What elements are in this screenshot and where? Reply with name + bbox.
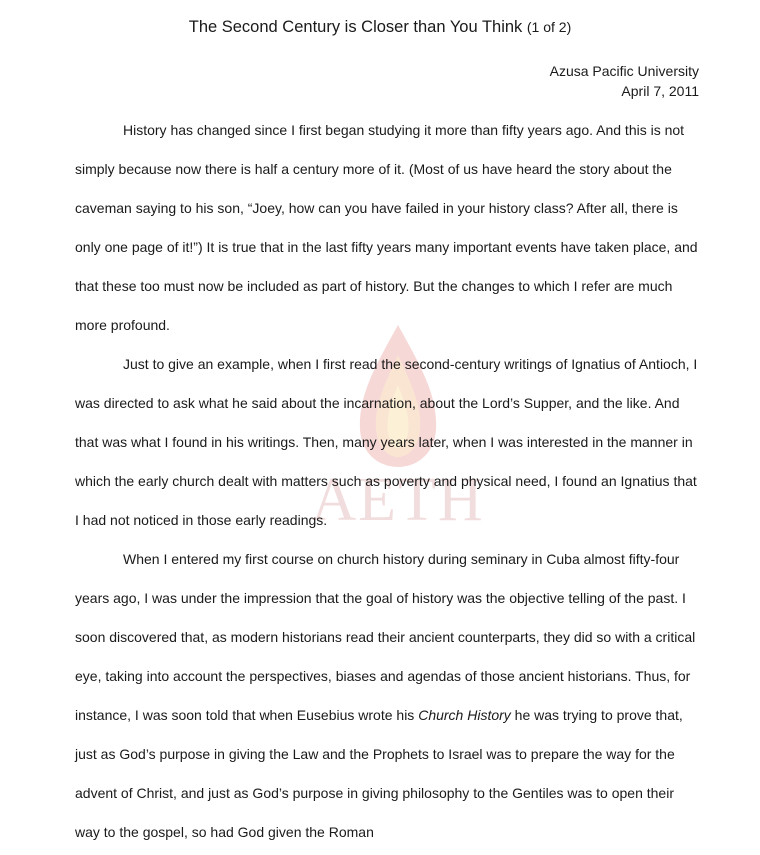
paragraph-1: History has changed since I first began studying it more than fifty years ago. And this is not simply because now there is half a century more of it. (Most of us have heard the story about the caveman saying to his son, “Joey, how can you have failed in your history class? After all, there is only one page of it!”) It is true that in the last fifty years many important events have taken place, and that these too must now be included as part of history. But the changes to which I refer are much more profound. <box>75 122 698 333</box>
watermark-text: AETH <box>311 466 485 534</box>
institution-name: Azusa Pacific University <box>549 63 699 79</box>
book-title-church-history: Church History <box>418 707 511 723</box>
paragraph-3-after: he was trying to prove that, just as God’s purpose in giving the Law and the Prophets to Israel was to prepare the way for the advent of Christ, and just as God’s purpose in giving philosophy to the Gentiles was to open their way to the gospel, so had God given the Roman <box>75 707 683 840</box>
document-title <box>0 15 760 39</box>
paragraph-3 <box>75 540 701 852</box>
lecture-date: April 7, 2011 <box>621 83 699 99</box>
affiliation-block <box>550 61 699 101</box>
paragraph-3-before: When I entered my first course on church history during seminary in Cuba almost fifty-four years ago, I was under the impression that the goal of history was the objective telling of the past. I soon discovered that, as modern historians read their ancient counterparts, they did so with a critical eye, taking into account the perspectives, biases and agendas of those ancient historians. Thus, for instance, I was soon told that when Eusebius wrote his <box>75 551 696 723</box>
body-text <box>75 111 701 852</box>
title-main: The Second Century is Closer than You Think <box>188 18 523 36</box>
paragraph-2: Just to give an example, when I first read the second-century writings of Ignatius of Antioch, I was directed to ask what he said about the incarnation, about the Lord’s Supper, and the like. And that was what I found in his writings. Then, many years later, when I was interested in the manner in which the early church dealt with matters such as poverty and physical need, I found an Ignatius that I had not noticed in those early readings. <box>75 356 698 528</box>
title-part-indicator: (1 of 2) <box>526 19 572 35</box>
